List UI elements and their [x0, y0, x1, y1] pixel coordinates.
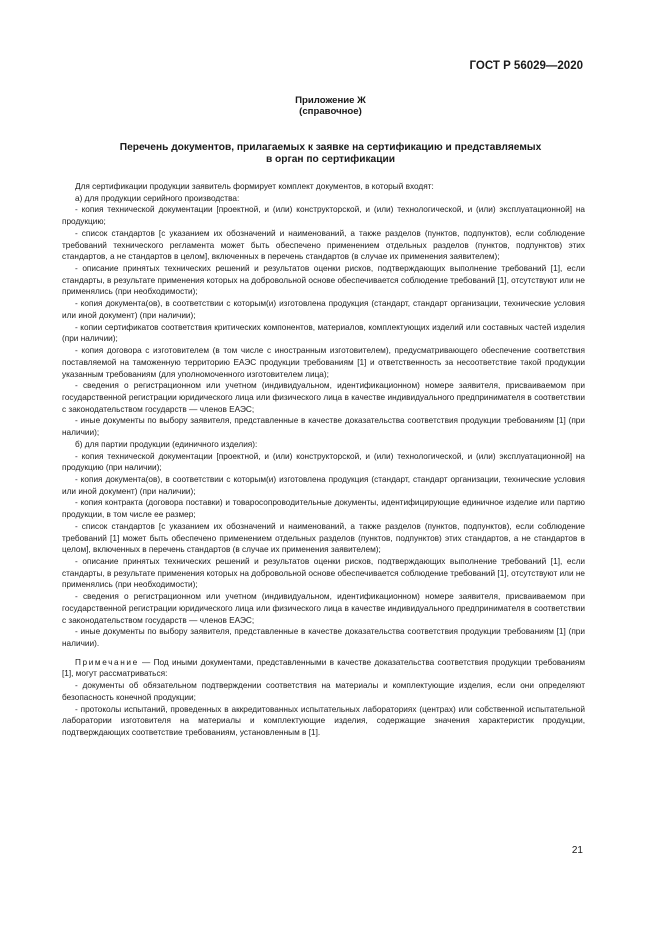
note-item: - документы об обязательном подтверждении соответствия на материалы и комплектующие изделия, если они определяют безопасность конечной продукции; — [62, 681, 585, 702]
standard-code: ГОСТ Р 56029—2020 — [469, 60, 583, 72]
list-item: - копия технической документации [проектной, и (или) конструкторской, и (или) технологической, и (или) эксплуатационной] на продукцию (при наличии); — [62, 451, 585, 473]
section-title-line-2: в орган по сертификации — [265, 154, 396, 165]
appendix-title: Приложение Ж — [295, 95, 366, 106]
list-item: - иные документы по выбору заявителя, представленные в качестве доказательства соответствия продукции требованиям [1] (при наличии). — [62, 627, 585, 649]
list-item: - описание принятых технических решений и результатов оценки рисков, подтверждающих выполнение требований [1], если стандарты, в результате применения которых на добровольной основе обеспечивается соблюдение требований [1], отсутствуют или не применялись (при необходимости); — [62, 264, 585, 297]
paragraph: б) для партии продукции (единичного изделия): — [75, 439, 258, 449]
appendix-subtitle: (справочное) — [299, 106, 362, 117]
note-block — [62, 657, 585, 739]
list-item: - копия технической документации [проектной, и (или) конструкторской, и (или) технологической, и (или) эксплуатационной] на продукцию; — [62, 205, 585, 227]
paragraph: а) для продукции серийного производства: — [75, 193, 240, 203]
list-item: - копия договора с изготовителем (в том числе с иностранным изготовителем), предусматривающего обеспечение соответствия поставляемой на таможенную территорию ЕАЭС продукции требованиям [1] и ответственность за несоответствие такой продукции указанным требованиям (для уполномоченного изготовителем лица); — [62, 346, 585, 379]
section-title — [0, 142, 661, 166]
list-item: - копия контракта (договора поставки) и товаросопроводительные документы, идентифицирующие единичное изделие или партию продукции, в том числе ее размер; — [62, 498, 585, 520]
list-item: - сведения о регистрационном или учетном (индивидуальном, идентификационном) номере заявителя, присваиваемом при государственной регистрации юридического лица или физического лица в качестве индивидуального предпринимателя в соответствии с законодательством государств — членов ЕАЭС; — [62, 381, 585, 414]
document-body — [62, 181, 585, 739]
appendix-heading — [0, 95, 661, 117]
list-item: - копии сертификатов соответствия критических компонентов, материалов, комплектующих изделий или составных частей изделия (при наличии); — [62, 322, 585, 344]
list-item: - описание принятых технических решений и результатов оценки рисков, подтверждающих выполнение требований [1], если стандарты, в результате применения которых на добровольной основе обеспечивается соблюдение требований [1], отсутствуют или не применялись (при необходимости); — [62, 557, 585, 590]
page-number: 21 — [571, 845, 583, 856]
list-item: - копия документа(ов), в соответствии с которым(и) изготовлена продукция (стандарт, стандарт организации, технические условия или иной документ) (при наличии); — [62, 299, 585, 320]
note-item: - протоколы испытаний, проведенных в аккредитованных испытательных лабораториях (центрах) или собственной испытательной лаборатории изготовителя на материалы и комплектующие изделия, содержащие значения характеристик продукции, подтверждающих соответствие требованиям, установленным в [1]. — [62, 704, 585, 738]
paragraph: Для сертификации продукции заявитель формирует комплект документов, в который входят: — [75, 182, 434, 191]
section-title-line-1: Перечень документов, прилагаемых к заявке на сертификацию и представляемых — [119, 142, 542, 153]
note-label: Примечание — [75, 657, 139, 667]
note-intro — [62, 657, 585, 680]
list-item: - список стандартов [с указанием их обозначений и наименований, а также разделов (пунктов, подпунктов), если соблюдение требований технического регламента может быть обеспечено применением отдельных разделов (пунктов, подпунктов) этих стандартов, а не стандартов в целом], включенных в перечень стандартов (в случае их применения заявителем); — [62, 228, 585, 262]
list-item: - копия документа(ов), в соответствии с которым(и) изготовлена продукция (стандарт, стандарт организации, технические условия или иной документ) (при наличии); — [62, 474, 585, 496]
list-item: - список стандартов [с указанием их обозначений и наименований, а также разделов (пунктов, подпунктов), если соблюдение требований [1] может быть обеспечено применением отдельных разделов (пунктов, подпунктов) этих стандартов, а не стандартов в целом], включенных в перечень стандартов (в случае их применения заявителем); — [62, 521, 585, 555]
note-intro-text: — Под иными документами, представленными в качестве доказательства соответствия продукции требованиям [1], могут рассматриваться: — [62, 657, 585, 679]
list-item: - сведения о регистрационном или учетном (индивидуальном, идентификационном) номере заявителя, присваиваемом при государственной регистрации юридического лица или физического лица в качестве индивидуального предпринимателя в соответствии с законодательством государств — членов ЕАЭС; — [62, 592, 585, 625]
list-item: - иные документы по выбору заявителя, представленные в качестве доказательства соответствия продукции требованиям [1] (при наличии); — [62, 416, 585, 438]
